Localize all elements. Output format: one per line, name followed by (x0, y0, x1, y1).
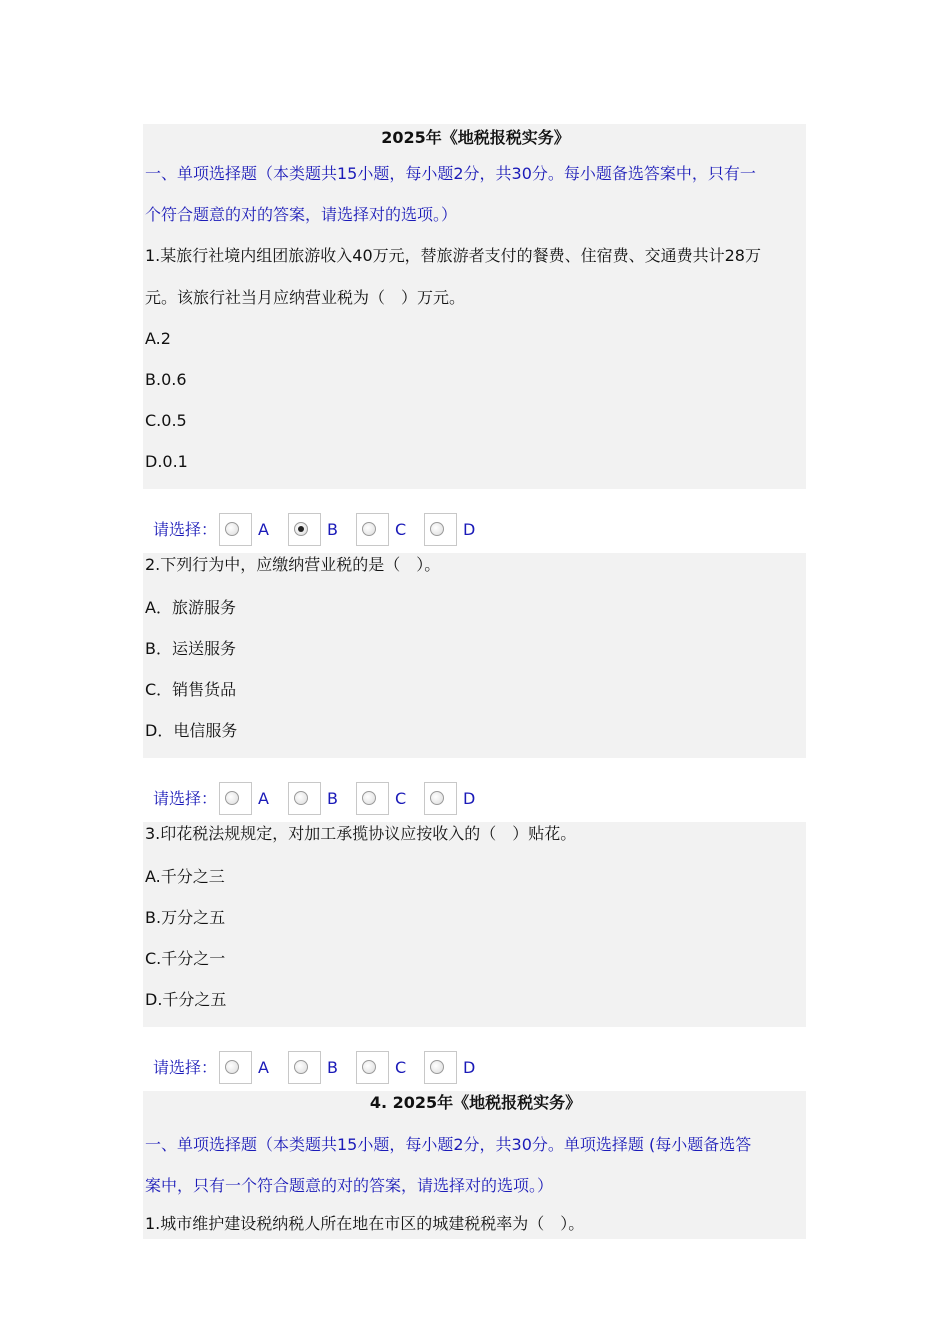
option-letter: D (463, 520, 476, 539)
answer-option: C．销售货品 (145, 680, 237, 699)
radio-option-c[interactable] (356, 782, 389, 815)
radio-option-c[interactable] (356, 513, 389, 546)
option-letter: A (258, 520, 269, 539)
option-letter: B (327, 520, 338, 539)
option-letter: A (258, 789, 269, 808)
option-letter: B (327, 1058, 338, 1077)
exam-page (143, 124, 806, 1239)
page-title: 2025年《地税报税实务》 (381, 128, 570, 147)
answer-option: B．运送服务 (145, 639, 236, 658)
radio-option-a[interactable] (219, 782, 252, 815)
radio-button-icon[interactable] (430, 791, 444, 805)
answer-option: D.千分之五 (145, 990, 227, 1009)
radio-option-a[interactable] (219, 1051, 252, 1084)
answer-option: B.万分之五 (145, 908, 226, 927)
radio-button-icon[interactable] (225, 791, 239, 805)
answer-selector-q1 (143, 489, 806, 553)
radio-option-c[interactable] (356, 1051, 389, 1084)
choose-label: 请选择： (153, 520, 218, 539)
answer-option: D.0.1 (145, 452, 188, 471)
section-title: 4. 2025年《地税报税实务》 (369, 1093, 582, 1112)
section-intro-line-2: 个符合题意的对的答案，请选择对的选项。） (145, 205, 458, 224)
radio-button-icon[interactable] (294, 1060, 308, 1074)
radio-option-a[interactable] (219, 513, 252, 546)
answer-selector-q2 (143, 758, 806, 822)
answer-option: D．电信服务 (145, 721, 238, 740)
section-intro-line-1: 一、单项选择题（本类题共15小题，每小题2分，共30分。单项选择题 (每小题备选答 (145, 1135, 752, 1154)
radio-button-icon[interactable] (430, 522, 444, 536)
radio-button-icon[interactable] (362, 1060, 376, 1074)
radio-button-icon[interactable] (362, 522, 376, 536)
question-stem: 2.下列行为中，应缴纳营业税的是（ ）。 (145, 555, 441, 574)
answer-option: B.0.6 (145, 370, 187, 389)
section-intro-line-2: 案中，只有一个符合题意的对的答案，请选择对的选项。） (145, 1176, 554, 1195)
option-letter: D (463, 1058, 476, 1077)
radio-button-icon[interactable] (225, 1060, 239, 1074)
radio-button-icon[interactable] (362, 791, 376, 805)
radio-option-b[interactable] (288, 513, 321, 546)
radio-selected-icon[interactable] (294, 522, 308, 536)
answer-option: A.千分之三 (145, 867, 225, 886)
answer-selector-q3 (143, 1027, 806, 1091)
question-block-2 (143, 553, 806, 758)
radio-option-d[interactable] (424, 513, 457, 546)
option-letter: B (327, 789, 338, 808)
radio-option-d[interactable] (424, 1051, 457, 1084)
option-letter: C (395, 789, 407, 808)
answer-option: A.2 (145, 329, 171, 348)
question-block-1 (143, 124, 806, 489)
radio-button-icon[interactable] (225, 522, 239, 536)
answer-option: C.千分之一 (145, 949, 226, 968)
radio-option-b[interactable] (288, 1051, 321, 1084)
question-stem: 元。该旅行社当月应纳营业税为（ ）万元。 (145, 288, 466, 307)
radio-button-icon[interactable] (430, 1060, 444, 1074)
radio-button-icon[interactable] (294, 791, 308, 805)
question-stem: 1.城市维护建设税纳税人所在地在市区的城建税税率为（ ）。 (145, 1214, 585, 1233)
option-letter: C (395, 520, 407, 539)
answer-option: C.0.5 (145, 411, 187, 430)
question-block-4 (143, 1091, 806, 1239)
question-block-3 (143, 822, 806, 1027)
choose-label: 请选择： (153, 1058, 218, 1077)
radio-option-d[interactable] (424, 782, 457, 815)
question-stem: 3.印花税法规规定，对加工承揽协议应按收入的（ ）贴花。 (145, 824, 577, 843)
section-intro-line-1: 一、单项选择题（本类题共15小题，每小题2分，共30分。每小题备选答案中，只有一 (145, 164, 756, 183)
option-letter: D (463, 789, 476, 808)
option-letter: C (395, 1058, 407, 1077)
question-stem: 1.某旅行社境内组团旅游收入40万元，替旅游者支付的餐费、住宿费、交通费共计28万 (145, 246, 761, 265)
radio-option-b[interactable] (288, 782, 321, 815)
option-letter: A (258, 1058, 269, 1077)
answer-option: A．旅游服务 (145, 598, 236, 617)
choose-label: 请选择： (153, 789, 218, 808)
